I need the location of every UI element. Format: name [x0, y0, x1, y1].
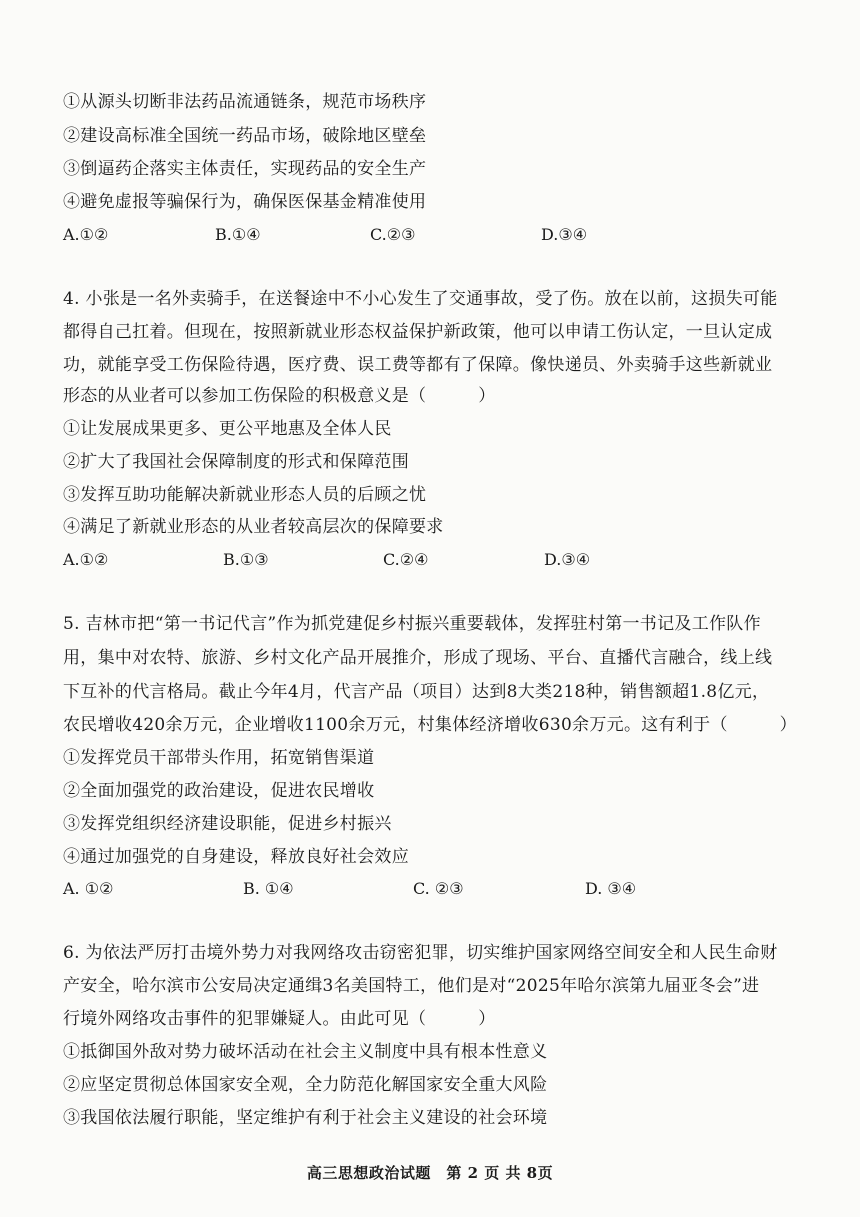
option-line: ③我国依法履行职能，坚定维护有利于社会主义建设的社会环境	[63, 1108, 548, 1128]
option-line: ①抵御国外敌对势力破坏活动在社会主义制度中具有根本性意义	[63, 1042, 548, 1062]
option-line: ①发挥党员干部带头作用，拓宽销售渠道	[63, 748, 375, 768]
choice-d: D. ③④	[585, 879, 637, 898]
choice-d: D.③④	[544, 550, 591, 569]
option-line: ④避免虚报等骗保行为，确保医保基金精准使用	[63, 192, 427, 212]
option-line: ①让发展成果更多、更公平地惠及全体人民	[63, 419, 392, 439]
page-footer: 高三思想政治试题 第 2 页 共 8页	[306, 1164, 554, 1182]
question-5-stem: 农民增收420余万元，企业增收1100余万元，村集体经济增收630余万元。这有利于（ ）	[63, 715, 797, 735]
question-4-stem: 形态的从业者可以参加工伤保险的积极意义是（ ）	[63, 386, 496, 406]
option-line: ③发挥党组织经济建设职能，促进乡村振兴	[63, 814, 392, 834]
choice-a: A. ①②	[63, 879, 114, 898]
choice-a: A.①②	[63, 225, 109, 244]
question-5-stem: 用，集中对农特、旅游、乡村文化产品开展推介，形成了现场、平台、直播代言融合，线上线	[63, 648, 773, 668]
choice-c: C.②③	[370, 225, 416, 244]
option-line: ①从源头切断非法药品流通链条，规范市场秩序	[63, 92, 427, 112]
choice-b: B.①③	[223, 550, 269, 569]
option-line: ④通过加强党的自身建设，释放良好社会效应	[63, 847, 409, 867]
option-line: ②扩大了我国社会保障制度的形式和保障范围	[63, 452, 409, 472]
option-line: ③发挥互助功能解决新就业形态人员的后顾之忧	[63, 485, 427, 505]
option-line: ②全面加强党的政治建设，促进农民增收	[63, 781, 375, 801]
question-5-stem: 5. 吉林市把“第一书记代言”作为抓党建促乡村振兴重要载体，发挥驻村第一书记及工作队作	[63, 614, 761, 634]
choice-d: D.③④	[541, 225, 588, 244]
question-6-stem: 6. 为依法严厉打击境外势力对我网络攻击窃密犯罪，切实维护国家网络空间安全和人民生命财	[63, 943, 778, 963]
question-4-stem: 都得自己扛着。但现在，按照新就业形态权益保护新政策，他可以申请工伤认定，一旦认定成	[63, 322, 773, 342]
option-line: ②建设高标准全国统一药品市场，破除地区壁垒	[63, 126, 427, 146]
choice-a: A.①②	[63, 550, 109, 569]
choice-c: C. ②③	[413, 879, 464, 898]
question-6-stem: 行境外网络攻击事件的犯罪嫌疑人。由此可见（ ）	[63, 1009, 496, 1029]
choice-b: B.①④	[215, 225, 261, 244]
question-5-stem: 下互补的代言格局。截止今年4月，代言产品（项目）达到8大类218种，销售额超1.8亿元，	[63, 682, 770, 702]
question-6-stem: 产安全，哈尔滨市公安局决定通缉3名美国特工，他们是对“2025年哈尔滨第九届亚冬会”进	[63, 976, 760, 996]
choice-c: C.②④	[383, 550, 429, 569]
option-line: ②应坚定贯彻总体国家安全观，全力防范化解国家安全重大风险	[63, 1075, 548, 1095]
question-4-stem: 功，就能享受工伤保险待遇，医疗费、误工费等都有了保障。像快递员、外卖骑手这些新就业	[63, 355, 773, 375]
question-4-stem: 4. 小张是一名外卖骑手，在送餐途中不小心发生了交通事故，受了伤。放在以前，这损失可能	[63, 289, 778, 309]
choice-b: B. ①④	[243, 879, 294, 898]
option-line: ④满足了新就业形态的从业者较高层次的保障要求	[63, 517, 444, 537]
option-line: ③倒逼药企落实主体责任，实现药品的安全生产	[63, 159, 427, 179]
